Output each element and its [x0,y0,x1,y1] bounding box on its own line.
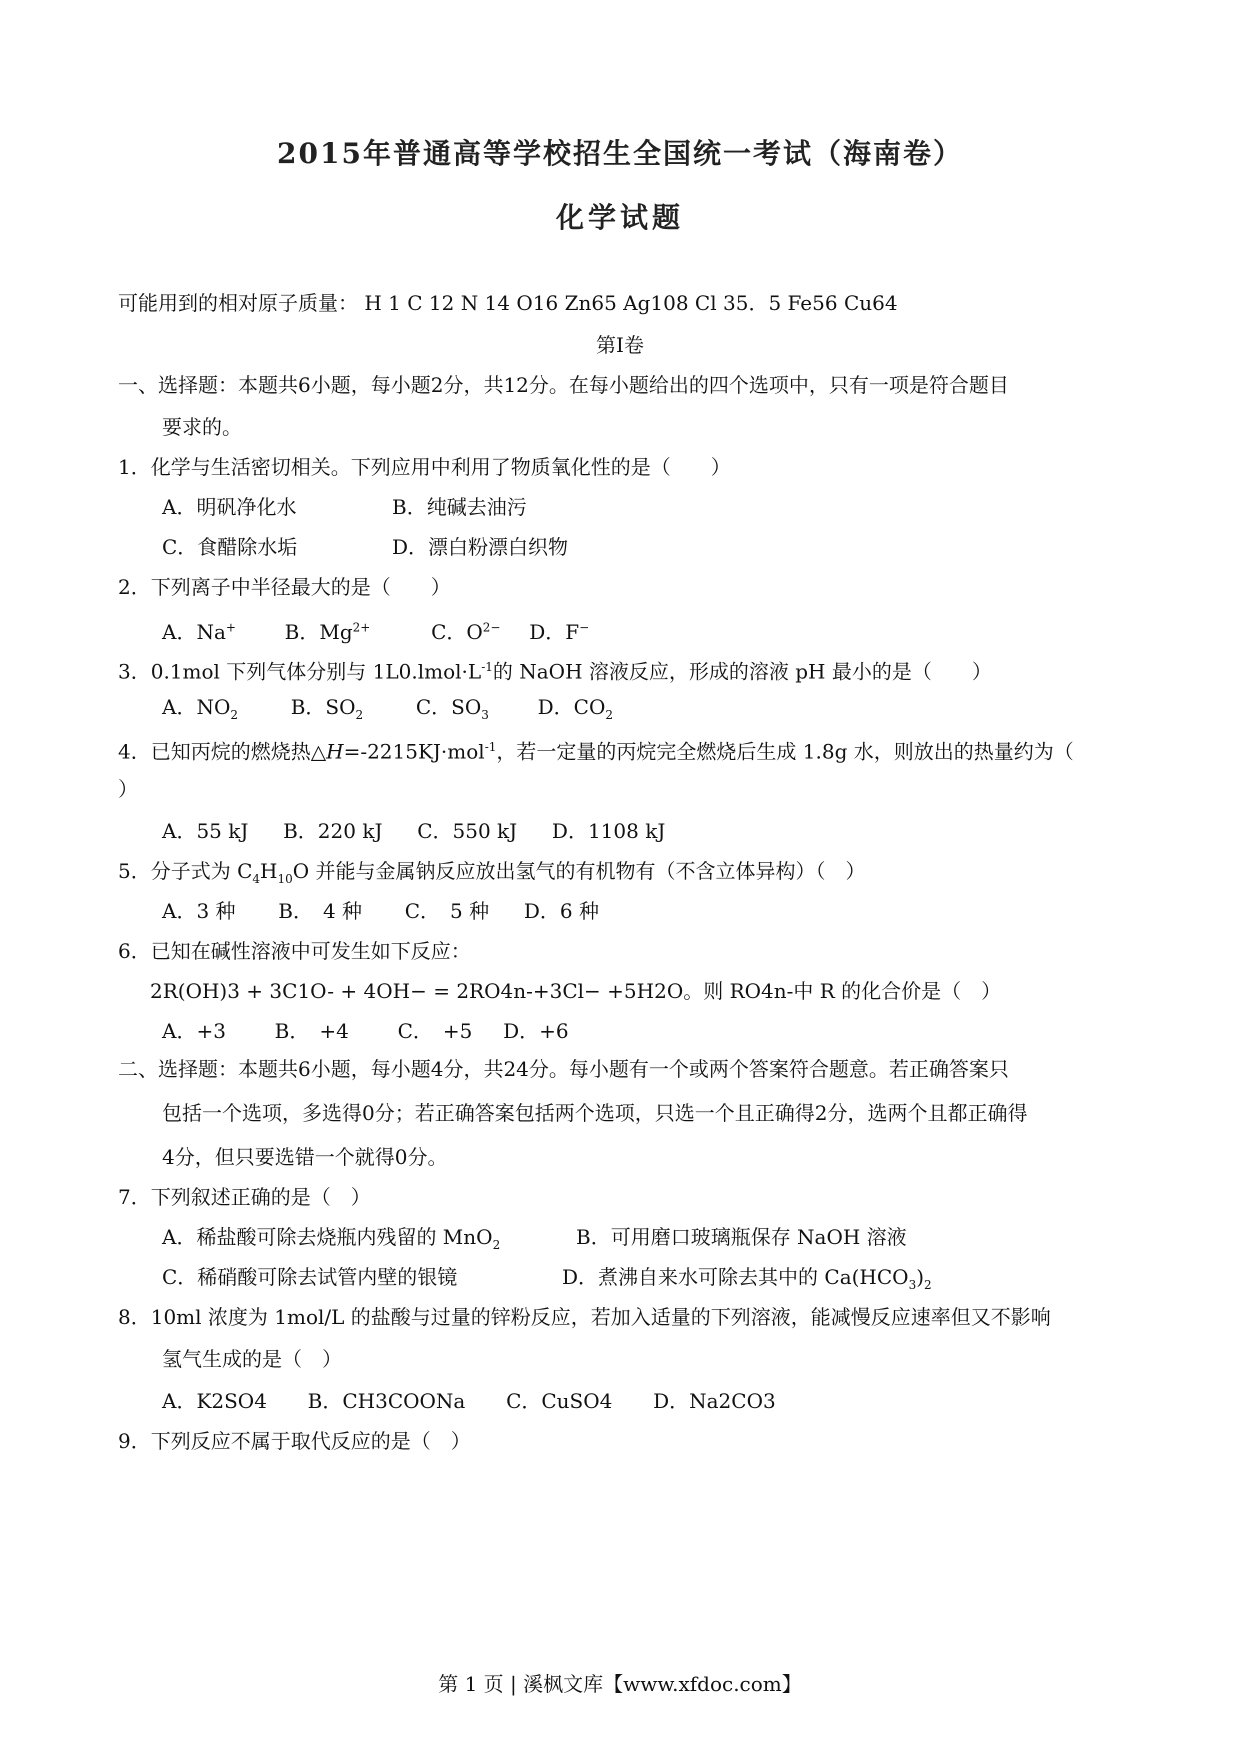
q5-option-c: C． 5 种 [404,899,490,923]
q4-option-b: B．220 kJ [283,819,383,843]
atomic-mass-line: 可能用到的相对原子质量： H 1 C 12 N 14 O16 Zn65 Ag108 Cl 35．5 Fe56 Cu64 [118,291,898,315]
q8-option-a: A．K2SO4 [162,1389,267,1413]
q7-option-d: D．煮沸自来水可除去其中的 $Ca(HCO_3)_2$ [562,1265,932,1292]
question-9: 9．下列反应不属于取代反应的是（ ） [118,1429,471,1453]
q8-option-d: D．Na2CO3 [653,1389,776,1413]
q2-option-a: A．Na+ [162,619,236,644]
q4-option-d: D．1108 kJ [551,819,666,843]
q3-option-a: A．$NO_2$ [162,695,238,722]
q7-option-c: C．稀硝酸可除去试管内壁的银镜 [162,1265,458,1289]
section2-heading: 二、选择题：本题共6小题，每小题4分，共24分。每小题有一个或两个答案符合题意。若正确答案只 [118,1057,1009,1081]
q5-options [162,898,599,924]
q4-options [162,818,665,844]
q6-option-b: B． +4 [274,1019,349,1043]
q5-option-a: A．3 种 [162,899,236,923]
q3-options [162,694,613,728]
page-footer: 第 1 页 | 溪枫文库【www.xfdoc.com】 [438,1672,802,1696]
q7-option-a: A．稀盐酸可除去烧瓶内残留的 MnO$_2$ [162,1225,501,1252]
exam-subtitle: 化学试题 [555,201,684,234]
q5-option-b: B． 4 种 [278,899,363,923]
section1-heading-cont: 要求的。 [162,415,242,439]
question-2: 2．下列离子中半径最大的是（ ） [118,575,451,599]
q6-option-d: D．+6 [503,1019,569,1043]
question-5: 5．分子式为 $C_4H_{10}O$ 并能与金属钠反应放出氢气的有机物有（不含立体异构）（ ） [118,859,866,886]
q8-option-c: C．CuSO4 [506,1389,613,1413]
q2-options [162,614,589,645]
q6-option-a: A．+3 [162,1019,226,1043]
q8-option-b: B．CH3COONa [307,1389,466,1413]
q1-option-d: D．漂白粉漂白织物 [392,535,569,559]
q1-option-b: B．纯碱去油污 [392,495,527,519]
section2-heading-cont1: 包括一个选项，多选得0分；若正确答案包括两个选项，只选一个且正确得2分，选两个且都正确得 [162,1101,1028,1125]
q2-option-d: D．F− [529,619,590,644]
question-1: 1．化学与生活密切相关。下列应用中利用了物质氧化性的是（ ） [118,455,731,479]
q1-option-c: C．食醋除水垢 [162,535,298,559]
q6-options [162,1018,569,1044]
q5-option-d: D．6 种 [523,899,599,923]
q3-option-d: D．$CO_2$ [537,695,613,722]
q6-option-c: C． +5 [397,1019,473,1043]
q2-option-b: B．$Mg^{2+}$ [284,619,371,644]
q2-option-c: C．$O^{2-}$ [431,619,501,644]
question-8: 8．10ml 浓度为 1mol/L 的盐酸与过量的锌粉反应，若加入适量的下列溶液，能减慢反应速率但又不影响 [118,1305,1051,1329]
q6-equation: 2R(OH)3 + 3C1O- + 4OH− = 2RO4n-+3Cl− +5H2O。则 RO4n-中 R 的化合价是（ ） [150,979,1002,1003]
q4-option-a: A．55 kJ [162,819,249,843]
question-4-end: ） [118,777,138,801]
q1-option-a: A．明矾净化水 [162,495,297,519]
q3-option-c: C．$SO_3$ [415,695,489,722]
volume-label: 第Ⅰ卷 [596,333,644,357]
question-8-cont: 氢气生成的是（ ） [162,1347,342,1371]
question-4: 4．已知丙烷的燃烧热△H=-2215KJ·mol$^{-1}$，若一定量的丙烷完全燃烧后生成 1.8g 水，则放出的热量约为（ [118,739,1074,764]
question-6: 6．已知在碱性溶液中可发生如下反应： [118,939,471,963]
q7-option-b: B．可用磨口玻璃瓶保存 NaOH 溶液 [576,1225,907,1249]
question-3: 3．0.1mol 下列气体分别与 $1L0.lmol\cdot L^{-1}$的 NaOH 溶液反应，形成的溶液 pH 最小的是（ ） [118,659,992,684]
section1-heading: 一、选择题：本题共6小题，每小题2分，共12分。在每小题给出的四个选项中，只有一项是符合题目 [118,373,1009,397]
q4-option-c: C．550 kJ [417,819,518,843]
question-7: 7．下列叙述正确的是（ ） [118,1185,371,1209]
exam-title: 2015年普通高等学校招生全国统一考试（海南卷） [277,137,963,170]
q3-option-b: B．$SO_2$ [290,695,364,722]
q8-options [162,1388,776,1414]
section2-heading-cont2: 4分，但只要选错一个就得0分。 [162,1145,448,1169]
